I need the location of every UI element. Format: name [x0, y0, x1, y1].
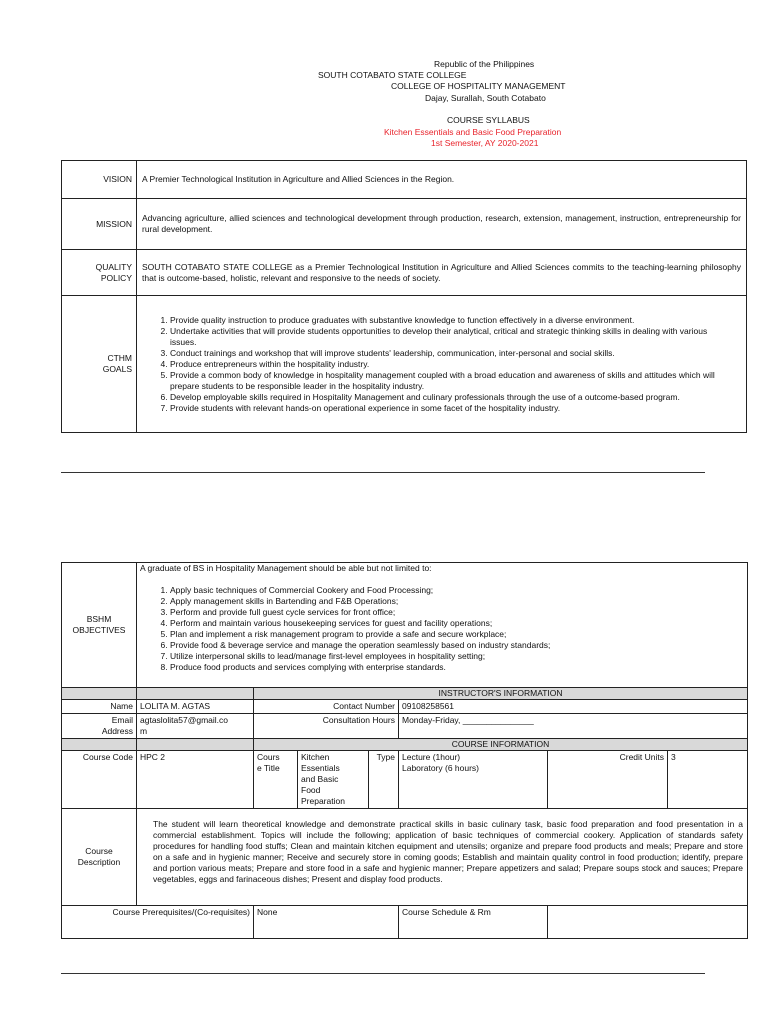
- objectives-row: [62, 563, 748, 688]
- department-name: COLLEGE OF HOSPITALITY MANAGEMENT: [391, 81, 566, 91]
- contact-number: 09108258561: [399, 700, 748, 714]
- name-label: Name: [62, 700, 137, 714]
- contact-label: Contact Number: [254, 700, 399, 714]
- credit-units: 3: [668, 751, 748, 809]
- mission-text: Advancing agriculture, allied sciences and technological development through production, research, extension, management, instruction, entrepreneurship for rural development.: [137, 199, 747, 250]
- type-laboratory: Laboratory (6 hours): [402, 763, 480, 773]
- objectives-cell: [137, 563, 748, 688]
- instructor-section-title: INSTRUCTOR'S INFORMATION: [254, 688, 748, 700]
- list-item: 8. Produce food products and services complying with enterprise standards.: [170, 662, 744, 673]
- quality-policy-label: [62, 250, 137, 296]
- divider-line: [61, 472, 705, 473]
- email-line1: agtaslolita57@gmail.co: [140, 715, 229, 725]
- course-title-line: Preparation: [301, 796, 345, 806]
- list-item: 3. Perform and provide full guest cycle services for front office;: [170, 607, 744, 618]
- instructor-header-row: [62, 688, 748, 700]
- course-description-row: [62, 809, 748, 906]
- consultation-label: Consultation Hours: [254, 714, 399, 739]
- list-item: 3. Conduct trainings and workshop that will improve students' leadership, communication, inter-personal and social skills.: [170, 348, 730, 359]
- prerequisites-row: [62, 906, 748, 939]
- list-item: 7. Provide students with relevant hands-on operational experience in some facet of the hospitality industry.: [170, 403, 730, 414]
- consultation-hours: Monday-Friday, _______________: [399, 714, 748, 739]
- mission-label: MISSION: [62, 199, 137, 250]
- credit-units-label: Credit Units: [548, 751, 668, 809]
- course-code-row: [62, 751, 748, 809]
- course-section-title: COURSE INFORMATION: [254, 739, 748, 751]
- vision-text: A Premier Technological Institution in Agriculture and Allied Sciences in the Region.: [137, 161, 747, 199]
- list-item: 1. Apply basic techniques of Commercial Cookery and Food Processing;: [170, 585, 744, 596]
- list-item: 7. Utilize interpersonal skills to lead/manage first-level employees in hospitality setting;: [170, 651, 744, 662]
- gray-spacer: [137, 688, 254, 700]
- instructor-email: [137, 714, 254, 739]
- description-label-line2: Description: [77, 857, 121, 867]
- email-label: [62, 714, 137, 739]
- mission-row: [62, 199, 747, 250]
- quality-label-line1: QUALITY: [95, 261, 132, 272]
- course-type: [399, 751, 548, 809]
- course-description-label: [62, 809, 137, 906]
- email-label-line1: Email: [111, 715, 133, 725]
- quality-label-line2: POLICY: [100, 272, 132, 283]
- description-label-line1: Course: [85, 846, 113, 856]
- list-item: 5. Provide a common body of knowledge in hospitality management coupled with a broad education and awareness of skills and attitudes which will prepare students to be responsible leader in the hospitality industry.: [170, 370, 730, 392]
- course-title-line: Food: [301, 785, 321, 795]
- list-item: 4. Perform and maintain various housekeeping services for guest and facility operations;: [170, 618, 744, 629]
- gray-spacer: [62, 739, 137, 751]
- list-item: 6. Develop employable skills required in Hospitality Management and culinary professionals through the use of a outcome-based program.: [170, 392, 730, 403]
- college-name: SOUTH COTABATO STATE COLLEGE: [318, 70, 467, 80]
- vmgo-table: [61, 160, 747, 433]
- instructor-name: LOLITA M. AGTAS: [137, 700, 254, 714]
- course-title: [298, 751, 369, 809]
- gray-spacer: [137, 739, 254, 751]
- course-title-label-line2: e Title: [257, 763, 280, 773]
- vision-row: [62, 161, 747, 199]
- list-item: 2. Apply management skills in Bartending and F&B Operations;: [170, 596, 744, 607]
- gray-spacer: [62, 688, 137, 700]
- course-info-table: [61, 562, 748, 939]
- goals-list-cell: [137, 296, 747, 433]
- list-item: 6. Provide food & beverage service and manage the operation seamlessly based on industry standards;: [170, 640, 744, 651]
- goals-label-line1: CTHM: [107, 353, 132, 363]
- course-title-label-line1: Cours: [257, 752, 280, 762]
- course-title-line: Kitchen: [301, 752, 330, 762]
- semester-heading: 1st Semester, AY 2020-2021: [431, 138, 539, 148]
- republic-line: Republic of the Philippines: [434, 59, 535, 69]
- goals-row: [62, 296, 747, 433]
- prerequisites-label: Course Prerequisites/(Co-requisites): [62, 906, 254, 939]
- objectives-intro: A graduate of BS in Hospitality Management should be able but not limited to:: [140, 563, 432, 573]
- course-code-label: Course Code: [62, 751, 137, 809]
- college-address: Dajay, Surallah, South Cotabato: [425, 93, 546, 103]
- objectives-label-line1: BSHM: [86, 614, 112, 624]
- objectives-label-line2: OBJECTIVES: [72, 625, 126, 635]
- list-item: 4. Produce entrepreneurs within the hospitality industry.: [170, 359, 730, 370]
- prerequisites: None: [254, 906, 399, 939]
- list-item: 2. Undertake activities that will provide students opportunities to develop their analytical, critical and strategic thinking skills in dealing with various issues.: [170, 326, 730, 348]
- divider-line: [61, 973, 705, 974]
- course-title-label: [254, 751, 298, 809]
- quality-policy-text: SOUTH COTABATO STATE COLLEGE as a Premier Technological Institution in Agriculture and Allied Sciences commits to the teaching-learning philosophy that is outcome-based, holistic, relevant and responsive to the needs of society.: [137, 250, 747, 296]
- instructor-name-row: [62, 700, 748, 714]
- document-type: COURSE SYLLABUS: [447, 115, 530, 125]
- course-title-line: and Basic: [301, 774, 339, 784]
- course-code: HPC 2: [137, 751, 254, 809]
- list-item: 1. Provide quality instruction to produce graduates with substantive knowledge to function effectively in a diverse environment.: [170, 315, 730, 326]
- goals-label-line2: GOALS: [102, 364, 132, 374]
- goals-label: [62, 296, 137, 433]
- course-description: The student will learn theoretical knowledge and demonstrate practical skills in basic culinary task, basic food preparation and food presentation in a commercial establishment. Topics will include the following; application of basic techniques of commercial cookery. Application of standards safety procedures for handling food stuffs; Clean and maintain kitchen equipment and utensils; organize and prepare food products and meals; Prepare and store on a safe and in hygienic manner; Receive and securely store in coming goods; Establish and maintain quality control in food production; identify, prepare and portion various meats; Prepare and store food in a safe and hygienic manner; Prepare appetizers and salad; Prepare soups stock and sauces; Prepare vegetables, eggs and farinaceous dishes; Present and display food products.: [137, 809, 748, 906]
- course-title-line: Essentials: [301, 763, 340, 773]
- course-schedule: [548, 906, 748, 939]
- email-label-line2: Address: [101, 726, 133, 736]
- instructor-email-row: [62, 714, 748, 739]
- objectives-list: [140, 585, 744, 673]
- objectives-label: [62, 563, 137, 688]
- goals-list: [142, 315, 730, 414]
- quality-policy-row: [62, 250, 747, 296]
- type-label: Type: [369, 751, 399, 809]
- type-lecture: Lecture (1hour): [402, 752, 461, 762]
- email-line2: m: [140, 726, 148, 736]
- schedule-label: Course Schedule & Rm: [399, 906, 548, 939]
- list-item: 5. Plan and implement a risk management program to provide a safe and secure workplace;: [170, 629, 744, 640]
- course-header-row: [62, 739, 748, 751]
- course-name-heading: Kitchen Essentials and Basic Food Preparation: [384, 127, 562, 137]
- vision-label: VISION: [62, 161, 137, 199]
